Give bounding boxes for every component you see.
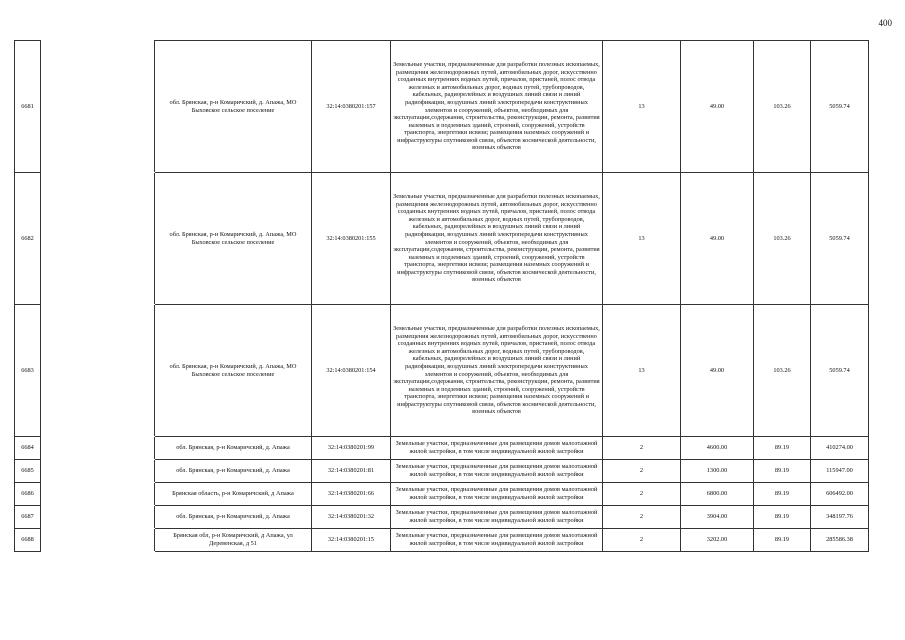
area-cell: 49.00 — [681, 305, 754, 437]
table-row — [15, 173, 869, 305]
land-use-cell: Земельные участки, предназначенные для размещения домов малоэтажной жилой застройки, в том числе индивидуальной жилой застройки — [391, 437, 603, 460]
blank-cell — [41, 483, 155, 506]
table-row — [15, 305, 869, 437]
blank-cell — [41, 460, 155, 483]
page-number: 400 — [878, 18, 892, 28]
table-row — [15, 460, 869, 483]
land-use-cell: Земельные участки, предназначенные для размещения домов малоэтажной жилой застройки, в том числе индивидуальной жилой застройки — [391, 529, 603, 552]
cadastral-value-cell: 5059.74 — [811, 305, 869, 437]
cadastral-number-cell: 32:14:0380201:66 — [312, 483, 391, 506]
row-number: 6684 — [15, 437, 41, 460]
row-number: 6683 — [15, 305, 41, 437]
area-cell: 49.00 — [681, 173, 754, 305]
cadastral-number-cell: 32:14:0380201:15 — [312, 529, 391, 552]
cadastral-value-cell: 285586.38 — [811, 529, 869, 552]
cadastral-number-cell: 32:14:0380201:154 — [312, 305, 391, 437]
area-cell: 4600.00 — [681, 437, 754, 460]
land-use-cell: Земельные участки, предназначенные для разработки полезных ископаемых, размещения железнодорожных путей, автомобильных дорог, искусственно созданных внутренних водных путей, причалов, пристаней, полос отвода железных и автомобильных дорог, водных путей, трубопроводов, кабельных, радиорелейных и воздушных линий связи и линий радиофикации, воздушных линий электропередачи конструктивных элементов и сооружений, объектов, необходимых для эксплуатации,содержания, строительства, реконструкции, ремонта, развития наземных и подземных зданий, строений, сооружений, устройств транспорта, энергетики исвязи; размещения наземных сооружений и инфраструктуры спутниковой связи, объектов космической деятельности, военных объектов — [391, 41, 603, 173]
cadastral-value-cell: 5059.74 — [811, 173, 869, 305]
land-use-cell: Земельные участки, предназначенные для разработки полезных ископаемых, размещения железнодорожных путей, автомобильных дорог, искусственно созданных внутренних водных путей, причалов, пристаней, полос отвода железных и автомобильных дорог, водных путей, трубопроводов, кабельных, радиорелейных и воздушных линий связи и линий радиофикации, воздушных линий электропередачи конструктивных элементов и сооружений, объектов, необходимых для эксплуатации,содержания, строительства, реконструкции, ремонта, развития наземных и подземных зданий, строений, сооружений, устройств транспорта, энергетики исвязи; размещения наземных сооружений и инфраструктуры спутниковой связи, объектов космической деятельности, военных объектов — [391, 173, 603, 305]
cadastral-value-cell: 5059.74 — [811, 41, 869, 173]
cadastral-value-cell: 115947.00 — [811, 460, 869, 483]
row-number: 6686 — [15, 483, 41, 506]
blank-cell — [41, 529, 155, 552]
address-cell: обл. Брянская, р-н Комаричский, д. Апажа — [155, 460, 312, 483]
land-use-cell: Земельные участки, предназначенные для размещения домов малоэтажной жилой застройки, в том числе индивидуальной жилой застройки — [391, 506, 603, 529]
cadastral-value-cell: 410274.00 — [811, 437, 869, 460]
area-cell: 6800.00 — [681, 483, 754, 506]
rate-cell: 89.19 — [754, 529, 811, 552]
cadastral-number-cell: 32:14:0380201:99 — [312, 437, 391, 460]
row-number: 6681 — [15, 41, 41, 173]
table-row — [15, 41, 869, 173]
address-cell: Брянская обл, р-н Комаричский, д Апажа, ул Деревенская, д 51 — [155, 529, 312, 552]
blank-cell — [41, 41, 155, 173]
rate-cell: 89.19 — [754, 506, 811, 529]
blank-cell — [41, 437, 155, 460]
blank-cell — [41, 305, 155, 437]
area-cell: 3202.00 — [681, 529, 754, 552]
address-cell: обл. Брянская, р-н Комаричский, д. Апажа, МО Быховское сельское поселение — [155, 41, 312, 173]
area-cell: 49.00 — [681, 41, 754, 173]
row-number: 6682 — [15, 173, 41, 305]
rate-cell: 103.26 — [754, 173, 811, 305]
rate-cell: 89.19 — [754, 483, 811, 506]
land-registry-table — [14, 40, 869, 552]
address-cell: обл. Брянская, р-н Комаричский, д. Апажа, МО Быховское сельское поселение — [155, 305, 312, 437]
cadastral-value-cell: 606492.00 — [811, 483, 869, 506]
table-row — [15, 529, 869, 552]
cadastral-number-cell: 32:14:0380201:81 — [312, 460, 391, 483]
cadastral-value-cell: 348197.76 — [811, 506, 869, 529]
rate-cell: 103.26 — [754, 305, 811, 437]
land-use-cell: Земельные участки, предназначенные для размещения домов малоэтажной жилой застройки, в том числе индивидуальной жилой застройки — [391, 483, 603, 506]
address-cell: обл. Брянская, р-н Комаричский, д. Апажа — [155, 506, 312, 529]
table-row — [15, 506, 869, 529]
cadastral-number-cell: 32:14:0380201:32 — [312, 506, 391, 529]
category-cell: 13 — [603, 305, 681, 437]
blank-cell — [41, 173, 155, 305]
row-number: 6685 — [15, 460, 41, 483]
row-number: 6687 — [15, 506, 41, 529]
table-row — [15, 437, 869, 460]
category-cell: 2 — [603, 460, 681, 483]
address-cell: обл. Брянская, р-н Комаричский, д. Апажа — [155, 437, 312, 460]
category-cell: 13 — [603, 173, 681, 305]
address-cell: обл. Брянская, р-н Комаричский, д. Апажа, МО Быховское сельское поселение — [155, 173, 312, 305]
category-cell: 2 — [603, 506, 681, 529]
rate-cell: 103.26 — [754, 41, 811, 173]
cadastral-number-cell: 32:14:0380201:155 — [312, 173, 391, 305]
row-number: 6688 — [15, 529, 41, 552]
area-cell: 3904.00 — [681, 506, 754, 529]
table-body — [15, 41, 869, 552]
table-row — [15, 483, 869, 506]
category-cell: 13 — [603, 41, 681, 173]
category-cell: 2 — [603, 483, 681, 506]
blank-cell — [41, 506, 155, 529]
area-cell: 1300.00 — [681, 460, 754, 483]
rate-cell: 89.19 — [754, 460, 811, 483]
land-use-cell: Земельные участки, предназначенные для размещения домов малоэтажной жилой застройки, в том числе индивидуальной жилой застройки — [391, 460, 603, 483]
cadastral-number-cell: 32:14:0380201:157 — [312, 41, 391, 173]
category-cell: 2 — [603, 529, 681, 552]
category-cell: 2 — [603, 437, 681, 460]
land-use-cell: Земельные участки, предназначенные для разработки полезных ископаемых, размещения железнодорожных путей, автомобильных дорог, искусственно созданных внутренних водных путей, причалов, пристаней, полос отвода железных и автомобильных дорог, водных путей, трубопроводов, кабельных, радиорелейных и воздушных линий связи и линий радиофикации, воздушных линий электропередачи конструктивных элементов и сооружений, объектов, необходимых для эксплуатации,содержания, строительства, реконструкции, ремонта, развития наземных и подземных зданий, строений, сооружений, устройств транспорта, энергетики исвязи; размещения наземных сооружений и инфраструктуры спутниковой связи, объектов космической деятельности, военных объектов — [391, 305, 603, 437]
address-cell: Брянская область, р-н Комаричский, д Апажа — [155, 483, 312, 506]
rate-cell: 89.19 — [754, 437, 811, 460]
